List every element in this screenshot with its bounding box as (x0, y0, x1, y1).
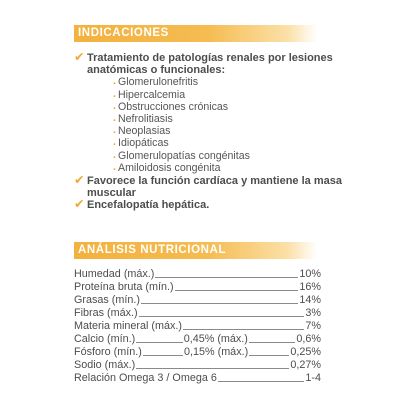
nutrition-value: 0,6% (296, 333, 322, 345)
nutrition-row (74, 333, 321, 346)
check-icon: ✔ (74, 50, 85, 64)
leader-line (139, 316, 305, 317)
nutrition-label: Materia mineral (máx.) (74, 320, 182, 332)
leader-line (218, 381, 305, 382)
bullet-dot-icon: . (113, 160, 116, 173)
nutrition-label: Humedad (máx.) (74, 268, 155, 280)
bullet-dot-icon: . (113, 87, 116, 100)
leader-line (183, 329, 304, 330)
nutrition-value: 0,25% (290, 346, 321, 358)
indicaciones-list (74, 52, 344, 212)
sub-item-text: Glomerulonefritis (118, 76, 199, 89)
sub-item-text: Glomerulopatías congénitas (118, 149, 250, 162)
indicacion-item (74, 199, 344, 211)
sub-list-item (113, 137, 344, 149)
sub-item-text: Obstrucciones crónicas (118, 100, 229, 113)
sub-item-text: Nefrolitiasis (118, 113, 173, 126)
nutrition-table (74, 268, 321, 385)
indicacion-text: Favorece la función cardíaca y mantiene la masa muscular (87, 175, 342, 200)
check-icon: ✔ (74, 197, 85, 212)
nutrition-label: Relación Omega 3 / Omega 6 (74, 372, 217, 384)
sub-list-item (113, 89, 344, 101)
leader-line (136, 368, 289, 369)
nutrition-value: 14% (299, 294, 321, 306)
sub-list-item (113, 76, 344, 88)
sub-list-item (113, 125, 344, 137)
bullet-dot-icon: . (113, 112, 116, 125)
nutrition-row (74, 359, 321, 372)
nutrition-label: Fósforo (mín.) (74, 346, 142, 358)
check-icon: ✔ (74, 173, 85, 188)
nutrition-label: Calcio (mín.) (74, 333, 136, 345)
nutrition-label: Sodio (máx.) (74, 359, 136, 371)
indicacion-text: Encefalopatía hepática. (87, 199, 210, 212)
bullet-dot-icon: . (113, 124, 116, 137)
leader-line (155, 277, 298, 278)
nutrition-label: Fibras (máx.) (74, 307, 138, 319)
nutrition-mid-value: 0,45% (máx.) (183, 333, 248, 345)
analisis-title: ANÁLISIS NUTRICIONAL (78, 244, 227, 256)
sub-item-text: Hipercalcemia (118, 88, 186, 101)
nutrition-row (74, 281, 321, 294)
sub-list-item (113, 150, 344, 162)
indicacion-item (74, 52, 344, 174)
leader-line (175, 290, 299, 291)
sub-item-text: Idiopáticas (118, 137, 169, 150)
indicaciones-title: INDICACIONES (78, 27, 169, 39)
sub-list-item (113, 113, 344, 125)
nutrition-label: Proteína bruta (mín.) (74, 281, 174, 293)
bullet-dot-icon: . (113, 75, 116, 88)
nutrition-value: 3% (305, 307, 321, 319)
sub-list-item (113, 162, 344, 174)
nutrition-row (74, 268, 321, 281)
nutrition-mid-value: 0,15% (máx.) (183, 346, 249, 358)
leader-line (249, 355, 289, 356)
nutrition-row (74, 320, 321, 333)
nutrition-row (74, 307, 321, 320)
leader-line (141, 303, 298, 304)
bullet-dot-icon: . (113, 148, 116, 161)
nutrition-value: 7% (305, 320, 321, 332)
nutrition-label: Grasas (mín.) (74, 294, 140, 306)
nutrition-value: 1-4 (305, 372, 321, 384)
nutrition-row (74, 372, 321, 385)
nutrition-value: 16% (299, 281, 321, 293)
sub-list-item (113, 101, 344, 113)
sub-item-text: Neoplasias (118, 125, 171, 138)
leader-line (136, 342, 183, 343)
nutrition-value: 10% (299, 268, 321, 280)
leader-line (249, 342, 296, 343)
indicacion-sublist (87, 76, 344, 174)
sub-item-text: Amiloidosis congénita (118, 161, 221, 174)
indicaciones-header (74, 25, 317, 42)
bullet-dot-icon: . (113, 99, 116, 112)
indicacion-item (74, 175, 344, 199)
bullet-dot-icon: . (113, 136, 116, 149)
nutrition-row (74, 294, 321, 307)
analisis-header (74, 242, 317, 259)
nutrition-value: 0,27% (290, 359, 321, 371)
indicacion-text: Tratamiento de patologías renales por lesiones anatómicas o funcionales: (87, 52, 333, 77)
leader-line (143, 355, 183, 356)
nutrition-row (74, 346, 321, 359)
